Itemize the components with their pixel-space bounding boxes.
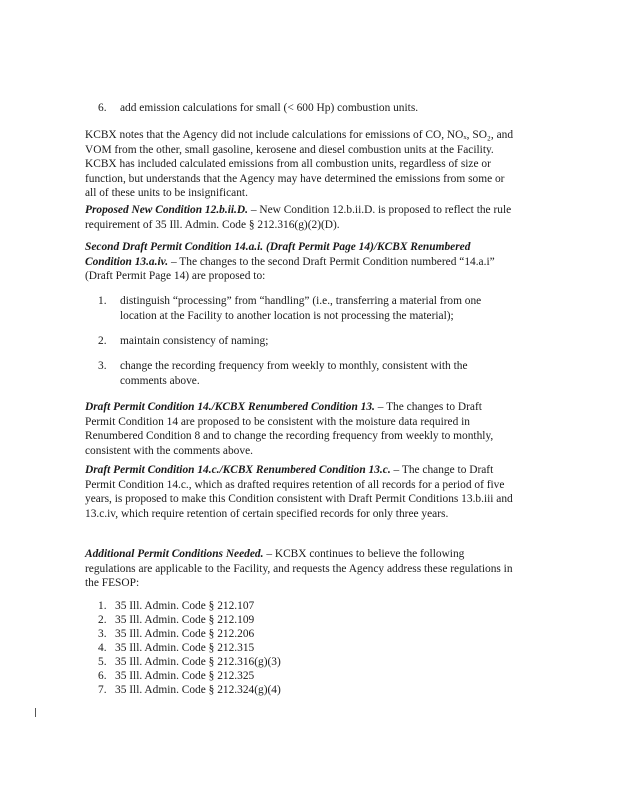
condition-body: – The changes to Draft Permit Condition 14 are proposed to be consistent with the moisture data required in Renumbered Condition 8 and to change the recording frequency from weekly to monthly, consistent with the comments above. — [85, 401, 494, 457]
condition-body: – KCBX continues to believe the following regulations are applicable to the Facility, and requests the Agency address these regulations in the FESOP: — [85, 548, 513, 590]
list-item-number: 3. — [98, 360, 107, 372]
list-item-6 — [98, 101, 500, 116]
regulation-item — [98, 655, 398, 669]
kcbx-notes-paragraph: KCBX notes that the Agency did not include calculations for emissions of CO, NOₓ, SO₂, and VOM from the other, small gasoline, kerosene and diesel combustion units at the Facility. KCBX has included calculated emissions from all combustion units, regardless of size or function, but understands that the Agency may have determined the emissions from some or all of these units to be insignificant. — [85, 129, 514, 200]
regulation-item — [98, 613, 398, 627]
regulation-number: 1. — [98, 600, 107, 612]
condition-12-paragraph — [85, 203, 515, 232]
regulation-item — [98, 599, 398, 613]
regulation-number: 6. — [98, 670, 107, 682]
regulation-item — [98, 669, 398, 683]
regulation-item — [98, 683, 398, 697]
regulation-number: 5. — [98, 656, 107, 668]
regulation-item — [98, 627, 398, 641]
regulation-text: 35 Ill. Admin. Code § 212.316(g)(3) — [115, 656, 281, 668]
list-item-number: 2. — [98, 335, 107, 347]
condition-body: – New Condition 12.b.ii.D. is proposed to reflect the rule requirement of 35 Ill. Admin. Code § 212.316(g)(2)(D). — [85, 204, 512, 231]
regulation-number: 3. — [98, 628, 107, 640]
regulation-text: 35 Ill. Admin. Code § 212.109 — [115, 614, 255, 626]
scan-mark — [35, 708, 36, 717]
condition-body: – The change to Draft Permit Condition 14.c., which as drafted requires retention of all records for a period of five years, is proposed to make this Condition consistent with Draft Permit Conditions 13.b.iii and 13.c.iv, which require retention of certain specified records for only three years. — [85, 464, 513, 520]
regulation-text: 35 Ill. Admin. Code § 212.107 — [115, 600, 255, 612]
list-item-number: 6. — [98, 102, 107, 114]
condition-14-paragraph — [85, 400, 515, 458]
regulation-number: 4. — [98, 642, 107, 654]
condition-body: – The changes to the second Draft Permit Condition numbered “14.a.i” (Draft Permit Page 14) are proposed to: — [85, 255, 495, 283]
regulation-text: 35 Ill. Admin. Code § 212.315 — [115, 642, 255, 654]
condition-heading: Draft Permit Condition 14.c./KCBX Renumbered Condition 13.c. — [85, 464, 391, 476]
list-item-text: add emission calculations for small (< 600 Hp) combustion units. — [120, 102, 419, 114]
regulation-text: 35 Ill. Admin. Code § 212.325 — [115, 670, 255, 682]
condition-heading: Proposed New Condition 12.b.ii.D. — [85, 204, 248, 216]
list-item-number: 1. — [98, 295, 107, 307]
condition-heading: Second Draft Permit Condition 14.a.i. (Draft Permit Page 14)/KCBX Renumbered Condition 13.a.iv. — [85, 241, 471, 268]
regulation-text: 35 Ill. Admin. Code § 212.324(g)(4) — [115, 684, 281, 696]
additional-conditions-paragraph — [85, 547, 515, 591]
condition-heading: Draft Permit Condition 14./KCBX Renumbered Condition 13. — [85, 401, 375, 413]
regulation-number: 7. — [98, 684, 107, 696]
change-item-3 — [98, 359, 500, 388]
regulation-item — [98, 641, 398, 655]
condition-14ai-paragraph — [85, 240, 515, 284]
list-item-text: distinguish “processing” from “handling” (i.e., transferring a material from one location at the Facility to another location is not processing the material); — [120, 295, 482, 322]
condition-14c-paragraph — [85, 463, 515, 521]
condition-heading: Additional Permit Conditions Needed. — [85, 548, 264, 560]
change-item-2 — [98, 334, 500, 349]
list-item-text: change the recording frequency from weekly to monthly, consistent with the comments above. — [120, 360, 468, 387]
list-item-text: maintain consistency of naming; — [120, 335, 269, 347]
change-item-1 — [98, 294, 500, 323]
regulation-text: 35 Ill. Admin. Code § 212.206 — [115, 628, 255, 640]
regulation-number: 2. — [98, 614, 107, 626]
